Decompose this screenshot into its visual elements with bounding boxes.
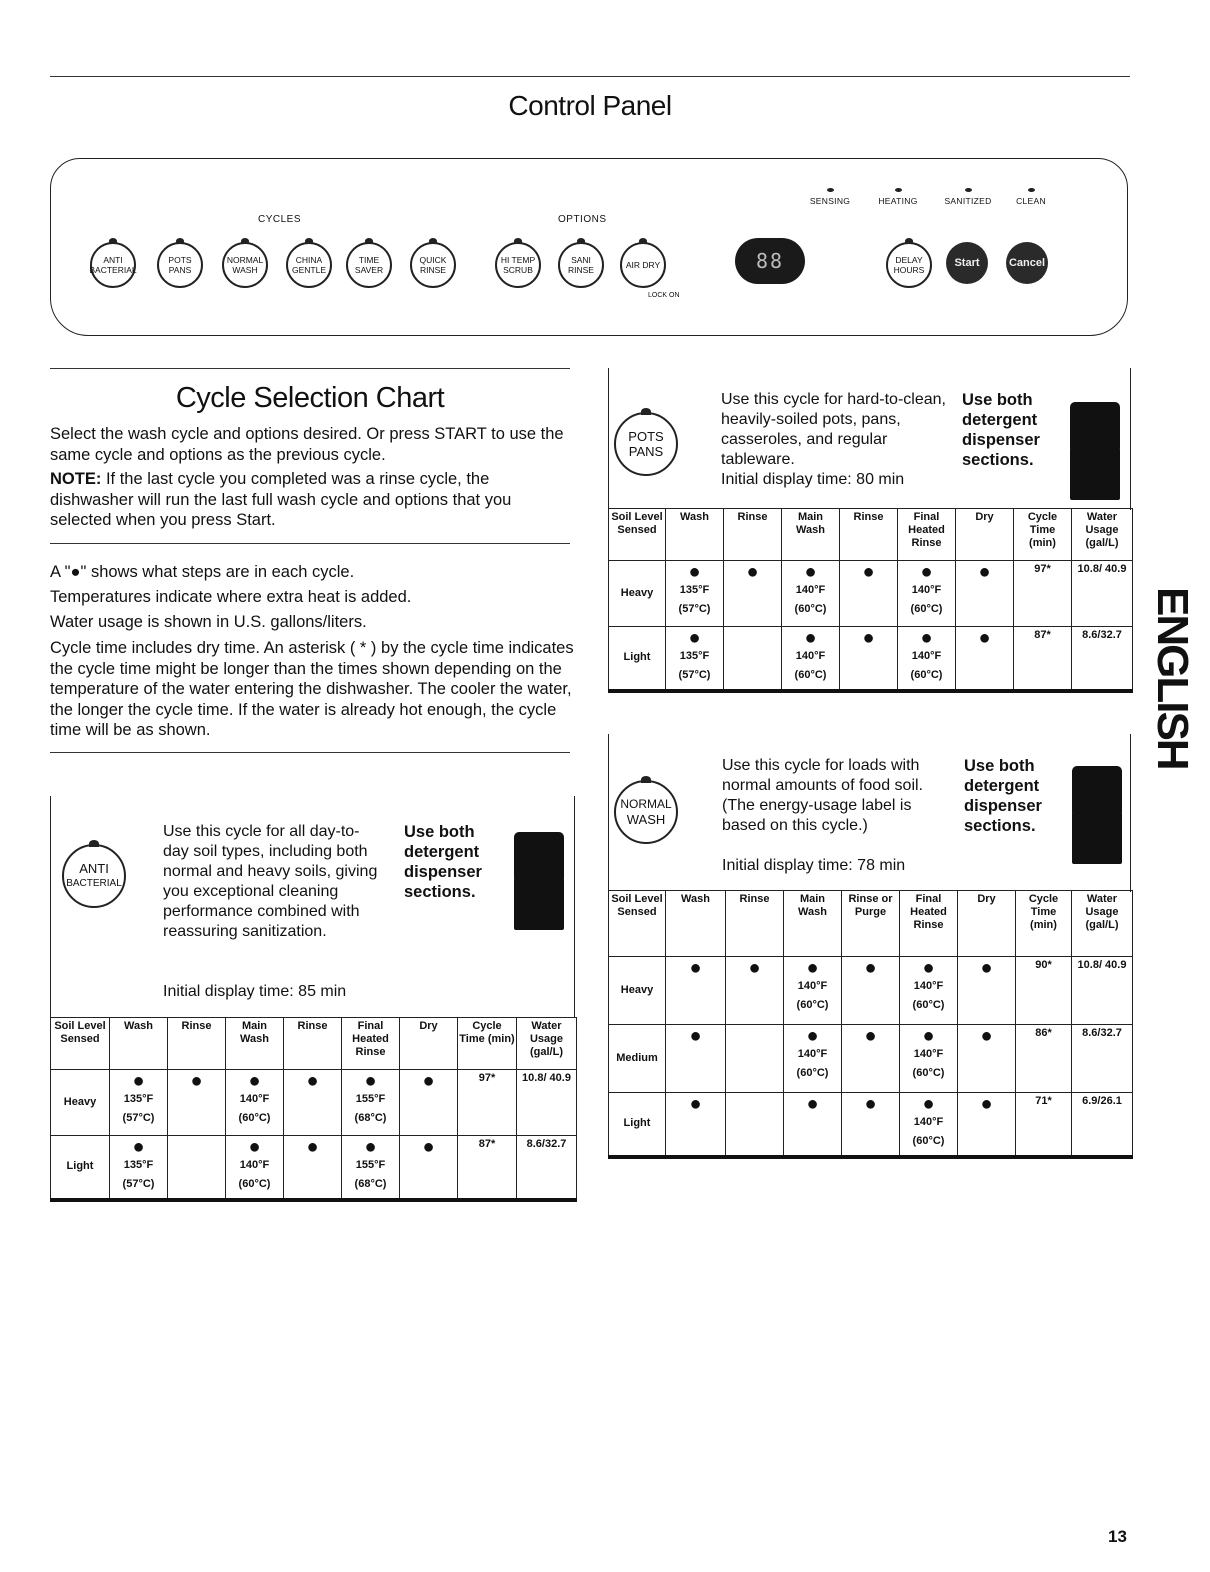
anti-th-main: Main Wash bbox=[226, 1018, 284, 1070]
pots-th-soil: Soil Level Sensed bbox=[609, 509, 666, 561]
pots-th-rinse: Rinse bbox=[724, 509, 782, 561]
anti-th-rinse2: Rinse bbox=[284, 1018, 342, 1070]
sensing-indicator: SENSING bbox=[800, 188, 860, 206]
anti-th-wash: Wash bbox=[110, 1018, 168, 1070]
normal-th-wash: Wash bbox=[666, 891, 726, 957]
pots-th-main: Main Wash bbox=[782, 509, 840, 561]
heating-light-icon bbox=[895, 188, 902, 192]
anti-th-water: Water Usage (gal/L) bbox=[517, 1018, 577, 1070]
start-button[interactable]: Start bbox=[946, 242, 988, 284]
normal-th-rinse-purge: Rinse or Purge bbox=[842, 891, 900, 957]
anti-dispenser-bottom-icon bbox=[514, 878, 564, 930]
hi-temp-scrub-button[interactable]: HI TEMP SCRUB bbox=[495, 242, 541, 288]
normal-left-line bbox=[608, 734, 609, 892]
time-display: 88 bbox=[735, 238, 805, 284]
anti-display-time: Initial display time: 85 min bbox=[163, 983, 347, 1000]
pots-right-line bbox=[1130, 368, 1131, 510]
anti-th-final: Final Heated Rinse bbox=[342, 1018, 400, 1070]
anti-th-soil: Soil Level Sensed bbox=[51, 1018, 110, 1070]
pots-th-time: Cycle Time (min) bbox=[1014, 509, 1072, 561]
pots-dispenser-bottom-icon bbox=[1070, 448, 1120, 500]
normal-th-final: Final Heated Rinse bbox=[900, 891, 958, 957]
normal-th-soil: Soil Level Sensed bbox=[609, 891, 666, 957]
normal-th-time: Cycle Time (min) bbox=[1016, 891, 1072, 957]
english-side-tab bbox=[1148, 585, 1197, 800]
china-gentle-button[interactable]: CHINA GENTLE bbox=[286, 242, 332, 288]
table-row: Light ● 135°F (57°C) ● 140°F (60°C) ● ● 140°F (60°C) ● 87* 8.6/32.7 bbox=[609, 627, 1133, 691]
sanitized-light-icon bbox=[965, 188, 972, 192]
pots-th-dry: Dry bbox=[956, 509, 1014, 561]
top-rule bbox=[50, 76, 1130, 77]
legend-dot: A "●" shows what steps are in each cycle. bbox=[50, 563, 355, 581]
time-saver-button[interactable]: TIME SAVER bbox=[346, 242, 392, 288]
clean-indicator: CLEAN bbox=[1006, 188, 1056, 206]
normal-table bbox=[608, 890, 1133, 1159]
pots-use-both: Use both detergent dispenser sections. bbox=[962, 391, 1040, 469]
pots-pans-button[interactable]: POTS PANS bbox=[157, 242, 203, 288]
anti-desc: Use this cycle for all day-to-day soil types, including both normal and heavy soils, giving you exceptional cleaning performance combined with reassuring sanitization. bbox=[163, 823, 378, 940]
anti-bacterial-icon: ANTI BACTERIAL bbox=[62, 844, 126, 908]
chart-title: Cycle Selection Chart bbox=[175, 382, 445, 414]
table-row: Light ● 135°F (57°C) ● 140°F (60°C) ● ● 155°F (68°C) ● 87* 8.6/32.7 bbox=[51, 1136, 577, 1200]
chart-top-rule bbox=[50, 368, 570, 369]
pots-left-line bbox=[608, 368, 609, 510]
pots-desc: Use this cycle for hard-to-clean, heavily-soiled pots, pans, casseroles, and regular tableware. bbox=[721, 391, 946, 468]
anti-th-time: Cycle Time (min) bbox=[458, 1018, 517, 1070]
english-tab-text: ENGLISH bbox=[1148, 587, 1197, 769]
cancel-button[interactable]: Cancel bbox=[1006, 242, 1048, 284]
air-dry-button[interactable]: AIR DRY bbox=[620, 242, 666, 288]
quick-rinse-button[interactable]: QUICK RINSE bbox=[410, 242, 456, 288]
page-title: Control Panel bbox=[508, 90, 672, 121]
legend-temp: Temperatures indicate where extra heat is added. bbox=[50, 588, 412, 606]
anti-th-rinse: Rinse bbox=[168, 1018, 226, 1070]
normal-wash-button[interactable]: NORMAL WASH bbox=[222, 242, 268, 288]
normal-th-water: Water Usage (gal/L) bbox=[1072, 891, 1133, 957]
normal-dispenser-top-icon bbox=[1072, 766, 1122, 814]
clean-light-icon bbox=[1028, 188, 1035, 192]
pots-pans-icon: POTS PANS bbox=[614, 412, 678, 476]
cycles-label: CYCLES bbox=[258, 214, 302, 225]
table-row: Heavy ● 135°F (57°C) ● ● 140°F (60°C) ● ● 140°F (60°C) ● 97* 10.8/ 40.9 bbox=[609, 561, 1133, 627]
delay-hours-button[interactable]: DELAY HOURS bbox=[886, 242, 932, 288]
pots-dispenser-top-icon bbox=[1070, 402, 1120, 450]
sanitized-indicator: SANITIZED bbox=[936, 188, 1000, 206]
note-text: NOTE: If the last cycle you completed was a rinse cycle, the dishwasher will run the last full wash cycle and options that you selected when you press Start. bbox=[50, 470, 512, 529]
anti-th-dry: Dry bbox=[400, 1018, 458, 1070]
pots-display-time: Initial display time: 80 min bbox=[721, 471, 905, 488]
sensing-light-icon bbox=[827, 188, 834, 192]
anti-table bbox=[50, 1017, 577, 1202]
normal-right-line bbox=[1130, 734, 1131, 892]
table-row: Medium ● ● 140°F (60°C) ● ● 140°F (60°C) ● 86* 8.6/32.7 bbox=[609, 1025, 1133, 1093]
pots-th-rinse2: Rinse bbox=[840, 509, 898, 561]
heating-indicator: HEATING bbox=[868, 188, 928, 206]
intro-text: Select the wash cycle and options desired. Or press START to use the same cycle and options as the previous cycle. bbox=[50, 425, 564, 464]
anti-left-line bbox=[50, 796, 51, 1018]
sani-rinse-button[interactable]: SANI RINSE bbox=[558, 242, 604, 288]
pots-table bbox=[608, 508, 1133, 693]
normal-dispenser-bottom-icon bbox=[1072, 812, 1122, 864]
legend-rule bbox=[50, 752, 570, 753]
anti-bacterial-button[interactable]: ANTI BACTERIAL bbox=[90, 242, 136, 288]
normal-use-both: Use both detergent dispenser sections. bbox=[964, 757, 1042, 835]
normal-th-rinse: Rinse bbox=[726, 891, 784, 957]
note-rule bbox=[50, 543, 570, 544]
normal-wash-icon: NORMAL WASH bbox=[614, 780, 678, 844]
pots-th-final: Final Heated Rinse bbox=[898, 509, 956, 561]
pots-th-water: Water Usage (gal/L) bbox=[1072, 509, 1133, 561]
normal-th-main: Main Wash bbox=[784, 891, 842, 957]
page-number: 13 bbox=[1108, 1527, 1127, 1546]
legend-time: Cycle time includes dry time. An asterisk ( * ) by the cycle time indicates the cycle time might be longer than the times shown depending on the temperature of the water entering the dishwasher. The cooler the water, the longer the cycle time. If the water is already hot enough, the cycle time will be as shown. bbox=[50, 639, 574, 739]
anti-right-line bbox=[574, 796, 575, 1018]
table-row: Heavy ● ● ● 140°F (60°C) ● ● 140°F (60°C) ● 90* 10.8/ 40.9 bbox=[609, 957, 1133, 1025]
anti-use-both: Use both detergent dispenser sections. bbox=[404, 823, 482, 901]
options-label: OPTIONS bbox=[558, 214, 607, 225]
pots-th-wash: Wash bbox=[666, 509, 724, 561]
normal-th-dry: Dry bbox=[958, 891, 1016, 957]
lock-on-label: LOCK ON bbox=[648, 292, 680, 299]
anti-dispenser-top-icon bbox=[514, 832, 564, 880]
legend-water: Water usage is shown in U.S. gallons/liters. bbox=[50, 613, 367, 631]
table-row: Light ● ● ● ● 140°F (60°C) ● 71* 6.9/26.1 bbox=[609, 1093, 1133, 1157]
normal-desc: Use this cycle for loads with normal amounts of food soil. (The energy-usage label is based on this cycle.) bbox=[722, 757, 923, 834]
table-row: Heavy ● 135°F (57°C) ● ● 140°F (60°C) ● ● 155°F (68°C) ● 97* 10.8/ 40.9 bbox=[51, 1070, 577, 1136]
normal-display-time: Initial display time: 78 min bbox=[722, 857, 906, 874]
